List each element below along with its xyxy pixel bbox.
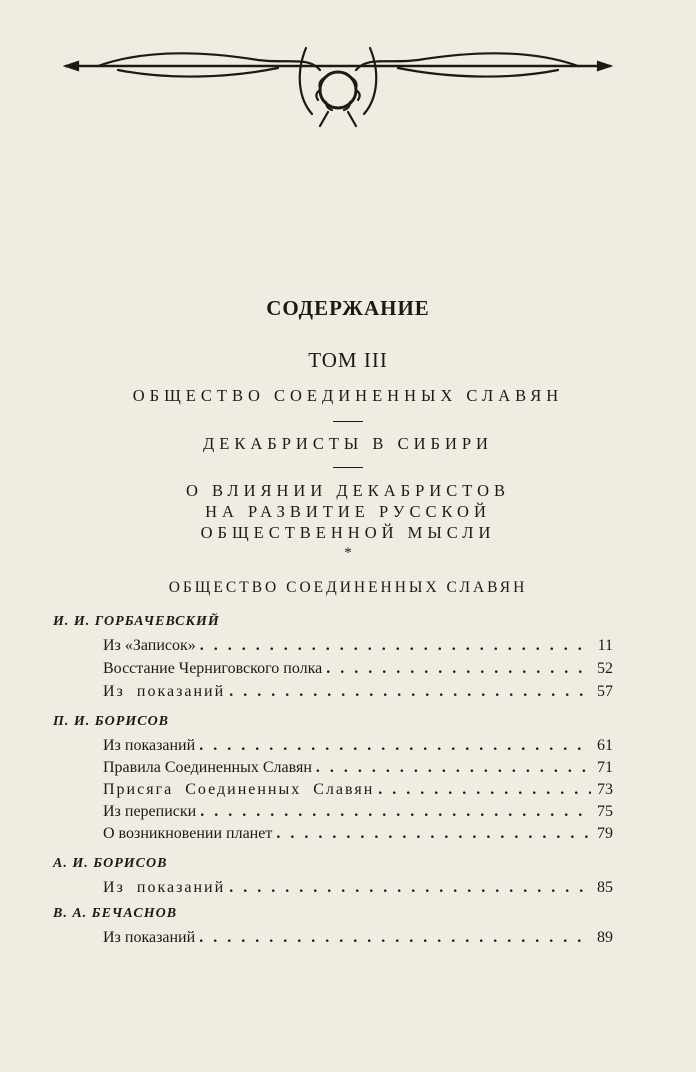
author-name: П. И. БОРИСОВ bbox=[53, 714, 170, 729]
entry-title: Присяга Соединенных Славян bbox=[103, 781, 375, 798]
page-number: 11 bbox=[597, 637, 613, 654]
toc-entry[interactable] bbox=[103, 737, 613, 759]
page-number: 89 bbox=[597, 929, 613, 946]
page-number: 75 bbox=[597, 803, 613, 820]
entry-title: Восстание Черниговского полка bbox=[103, 660, 323, 677]
author-name: В. А. БЕЧАСНОВ bbox=[53, 906, 178, 921]
entry-title: Из «Записок» bbox=[103, 637, 196, 654]
entry-title: О возникновении планет bbox=[103, 825, 273, 842]
toc-entry[interactable] bbox=[103, 660, 613, 682]
divider bbox=[333, 421, 363, 422]
dot-leader bbox=[326, 660, 591, 678]
page-number: 61 bbox=[597, 737, 613, 754]
section-heading-3-line: О ВЛИЯНИИ ДЕКАБРИСТОВ bbox=[185, 481, 510, 500]
page-number: 52 bbox=[597, 660, 613, 677]
author-name: А. И. БОРИСОВ bbox=[53, 856, 168, 871]
dot-leader bbox=[276, 825, 591, 843]
section-heading-1: ОБЩЕСТВО СОЕДИНЕННЫХ СЛАВЯН bbox=[132, 386, 564, 405]
toc-entry[interactable] bbox=[103, 825, 613, 847]
laurel-ornament-icon bbox=[58, 42, 618, 138]
dot-leader bbox=[316, 759, 591, 777]
entry-title: Правила Соединенных Славян bbox=[103, 759, 312, 776]
page-number: 73 bbox=[597, 781, 613, 798]
section-heading-3-line: НА РАЗВИТИЕ РУССКОЙ bbox=[205, 502, 491, 521]
dot-leader bbox=[378, 781, 591, 799]
subsection-heading: ОБЩЕСТВО СОЕДИНЕННЫХ СЛАВЯН bbox=[168, 579, 528, 596]
toc-entry[interactable] bbox=[103, 803, 613, 825]
toc-entry[interactable] bbox=[103, 683, 613, 705]
toc-entry[interactable] bbox=[103, 879, 613, 901]
entry-title: Из показаний bbox=[103, 929, 196, 946]
dot-leader bbox=[200, 803, 591, 821]
entry-title: Из переписки bbox=[103, 803, 197, 820]
entry-title: Из показаний bbox=[103, 879, 226, 896]
page-number: 71 bbox=[597, 759, 613, 776]
section-heading-3-line: ОБЩЕСТВЕННОЙ МЫСЛИ bbox=[200, 523, 496, 542]
dot-leader bbox=[229, 879, 591, 897]
dot-leader bbox=[200, 637, 591, 655]
separator-asterisk: * bbox=[344, 545, 352, 561]
entry-title: Из показаний bbox=[103, 737, 196, 754]
page-title: СОДЕРЖАНИЕ bbox=[266, 296, 430, 320]
section-heading-2: ДЕКАБРИСТЫ В СИБИРИ bbox=[203, 434, 493, 453]
dot-leader bbox=[229, 683, 591, 701]
toc-entry[interactable] bbox=[103, 929, 613, 951]
dot-leader bbox=[199, 929, 591, 947]
dot-leader bbox=[199, 737, 591, 755]
volume-heading: ТОМ III bbox=[308, 348, 388, 372]
page-number: 57 bbox=[597, 683, 613, 700]
entry-title: Из показаний bbox=[103, 683, 226, 700]
toc-entry[interactable] bbox=[103, 781, 613, 803]
divider bbox=[333, 467, 363, 468]
toc-entry[interactable] bbox=[103, 759, 613, 781]
page-number: 79 bbox=[597, 825, 613, 842]
section-heading-3 bbox=[0, 480, 696, 543]
toc-entry[interactable] bbox=[103, 637, 613, 659]
author-name: И. И. ГОРБАЧЕВСКИЙ bbox=[53, 614, 220, 629]
page-number: 85 bbox=[597, 879, 613, 896]
